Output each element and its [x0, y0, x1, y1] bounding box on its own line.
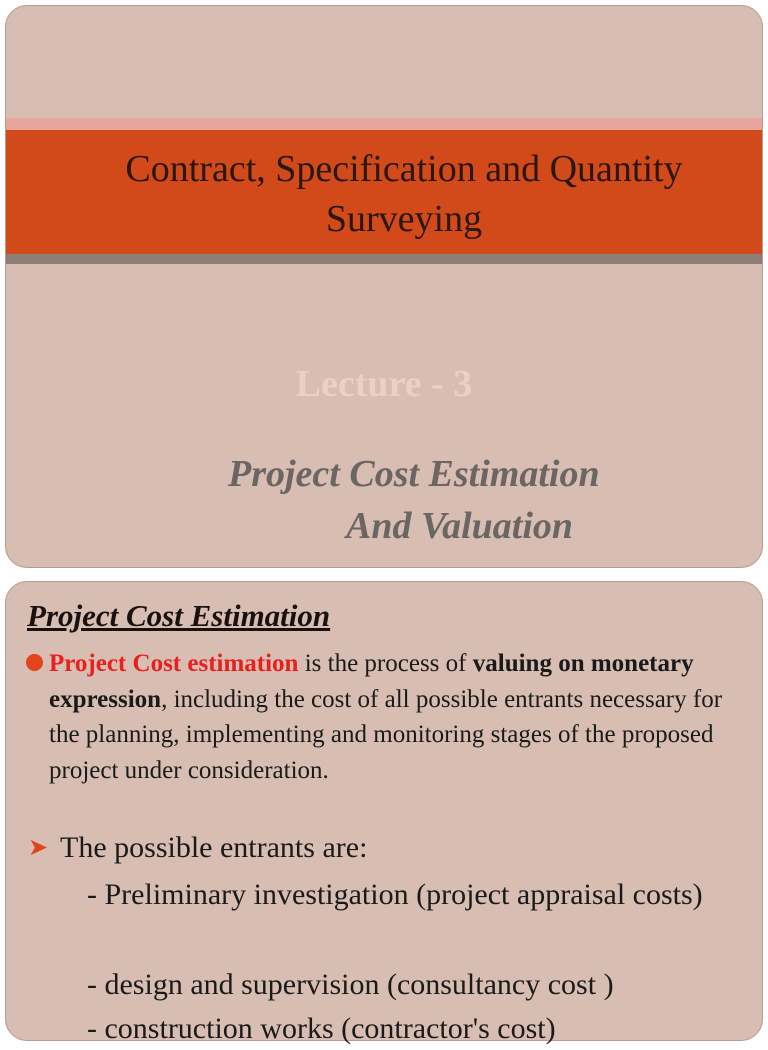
slide-subtitle: [228, 448, 600, 552]
entrant-item: - construction works (contractor's cost): [87, 1012, 556, 1045]
definition-paragraph: [49, 646, 724, 788]
entrants-intro: The possible entrants are:: [60, 831, 368, 864]
section-heading: Project Cost Estimation: [27, 598, 331, 633]
title-band-bottom-stripe: [6, 254, 762, 264]
subtitle-line-1: Project Cost Estimation: [228, 453, 600, 495]
definition-emphasis: valuing on monetary expression: [49, 650, 694, 713]
entrant-item: - Preliminary investigation (project appraisal costs): [87, 878, 703, 911]
title-band-top-stripe: [6, 118, 762, 130]
content-slide: [5, 581, 763, 1045]
title-slide: [5, 5, 763, 568]
entrant-item: - design and supervision (consultancy cost ): [87, 968, 614, 1001]
slide-title: Contract, Specification and Quantity Surveying: [125, 148, 683, 240]
definition-term: Project Cost estimation: [49, 650, 299, 677]
lecture-number: Lecture - 3: [295, 363, 473, 405]
bullet-dot-icon: [26, 654, 43, 671]
subtitle-line-2: And Valuation: [346, 505, 574, 547]
arrow-bullet-icon: ➤: [28, 833, 49, 861]
definition-text-2: , including the cost of all possible entrants necessary for the planning, implementing and monitoring stages of the proposed project under consideration.: [49, 685, 723, 784]
definition-text-1: is the process of: [298, 650, 473, 677]
